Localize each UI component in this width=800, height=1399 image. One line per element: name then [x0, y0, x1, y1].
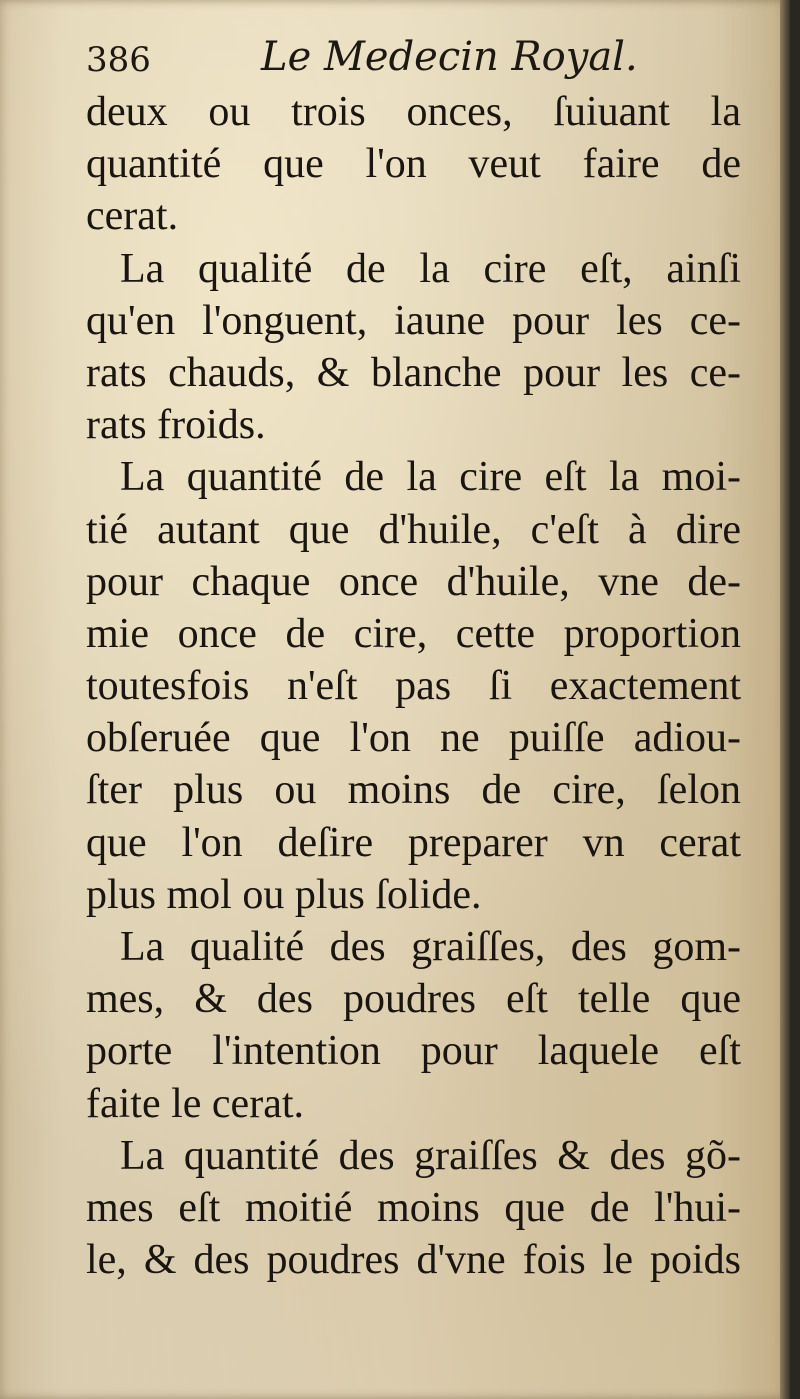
body-text	[86, 86, 741, 1286]
text-line: tié autant que d'huile, c'eſt à dire	[86, 506, 741, 553]
text-line: le, & des poudres d'vne fois le poids	[86, 1237, 741, 1284]
text-line: quantité que l'on veut faire de	[86, 141, 741, 188]
text-line: plus mol ou plus ſolide.	[86, 871, 482, 918]
text-line: rats chauds, & blanche pour les ce-	[86, 349, 741, 396]
text-line: mie once de cire, cette proportion	[86, 610, 741, 657]
text-line: La quantité des graiſſes & des gõ-	[120, 1132, 741, 1179]
text-line: pour chaque once d'huile, vne de-	[86, 558, 741, 605]
text-line: mes eſt moitié moins que de l'hui-	[86, 1184, 741, 1231]
text-line: que l'on deſire preparer vn cerat	[86, 819, 741, 866]
page-edge-shadow	[780, 0, 790, 1399]
page-number: 386	[86, 40, 151, 80]
running-title: Le Medecin Royal.	[261, 34, 638, 80]
text-line: ſter plus ou moins de cire, ſelon	[86, 767, 741, 814]
text-line: La quantité de la cire eſt la moi-	[120, 454, 741, 501]
text-line: La qualité de la cire eſt, ainſi	[120, 245, 741, 292]
text-line: faite le cerat.	[86, 1080, 304, 1127]
text-line: cerat.	[86, 193, 179, 240]
text-line: mes, & des poudres eſt telle que	[86, 976, 741, 1023]
text-line: deux ou trois onces, ſuiuant la	[86, 89, 741, 135]
text-line: obſeruée que l'on ne puiſſe adiou-	[86, 715, 741, 762]
text-line: qu'en l'onguent, iaune pour les ce-	[86, 297, 741, 344]
page-header	[86, 32, 726, 88]
text-line: porte l'intention pour laquele eſt	[86, 1028, 741, 1075]
text-line: toutesfois n'eſt pas ſi exactement	[86, 663, 741, 710]
text-line: La qualité des graiſſes, des gom-	[120, 924, 741, 970]
text-line: rats froids.	[86, 402, 266, 449]
